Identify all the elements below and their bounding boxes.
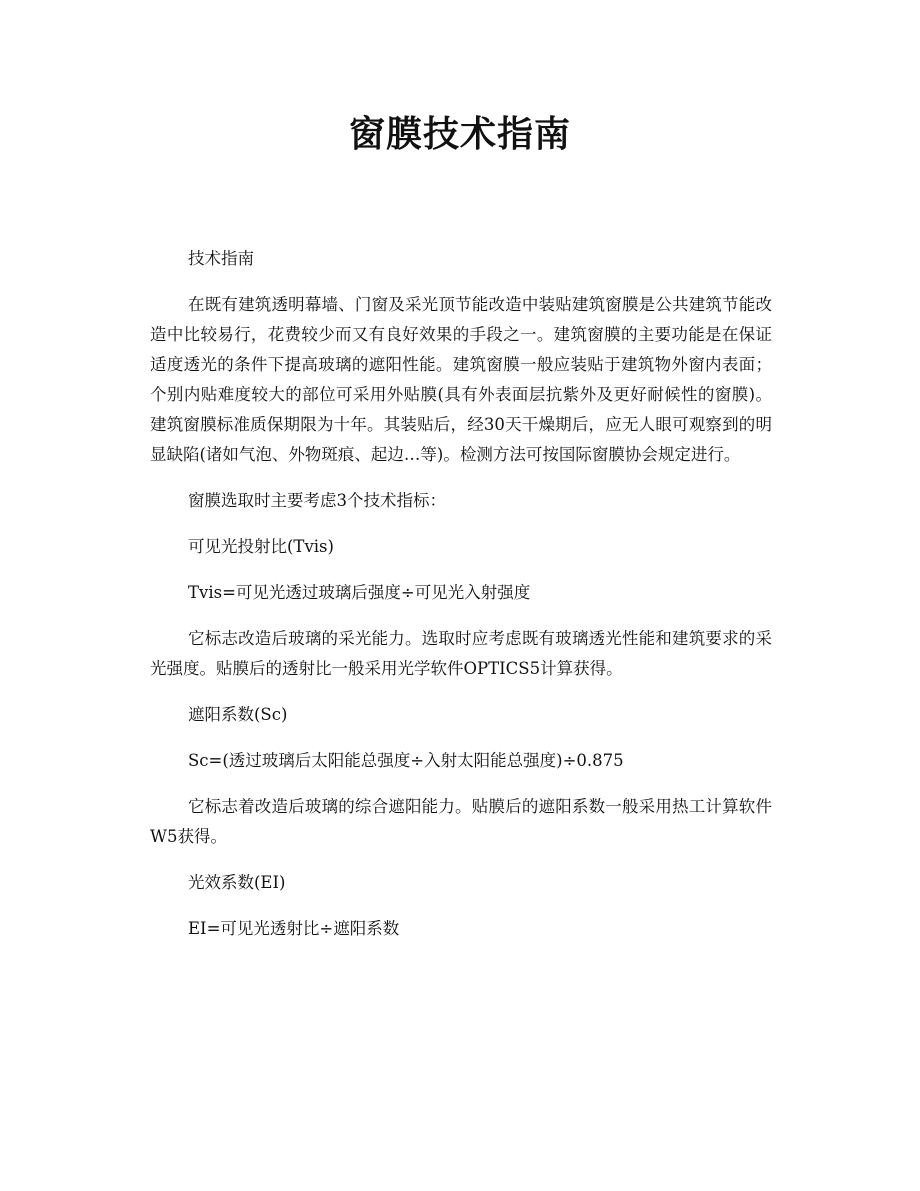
indicator-heading: 遮阳系数(Sc)	[188, 705, 288, 724]
formula-line: EI=可见光透射比÷遮阳系数	[188, 919, 400, 938]
body-paragraph: 它标志着改造后玻璃的综合遮阳能力。贴膜后的遮阳系数一般采用热工计算软件W5获得。	[150, 797, 772, 846]
body-paragraph: 在既有建筑透明幕墙、门窗及采光顶节能改造中装贴建筑窗膜是公共建筑节能改造中比较易行，花费较少而又有良好效果的手段之一。建筑窗膜的主要功能是在保证适度透光的条件下提高玻璃的遮阳性能。建筑窗膜一般应装贴于建筑物外窗内表面；个别内贴难度较大的部位可采用外贴膜(具有外表面层抗紫外及更好耐候性的窗膜)。建筑窗膜标准质保期限为十年。其装贴后，经30天干燥期后，应无人眼可观察到的明显缺陷(诸如气泡、外物斑痕、起边…等)。检测方法可按国际窗膜协会规定进行。	[150, 295, 772, 464]
document-title: 窗膜技术指南	[348, 113, 571, 155]
formula-line: Sc=(透过玻璃后太阳能总强度÷入射太阳能总强度)÷0.875	[188, 751, 624, 770]
body-paragraph: 窗膜选取时主要考虑3个技术指标：	[188, 491, 446, 510]
indicator-heading: 可见光投射比(Tvis)	[188, 537, 334, 556]
body-paragraph: 它标志改造后玻璃的采光能力。选取时应考虑既有玻璃透光性能和建筑要求的采光强度。贴膜后的透射比一般采用光学软件OPTICS5计算获得。	[150, 629, 772, 678]
document-body	[150, 244, 772, 960]
section-heading: 技术指南	[188, 249, 254, 268]
indicator-heading: 光效系数(EI)	[188, 873, 286, 892]
formula-line: Tvis=可见光透过玻璃后强度÷可见光入射强度	[188, 583, 531, 602]
